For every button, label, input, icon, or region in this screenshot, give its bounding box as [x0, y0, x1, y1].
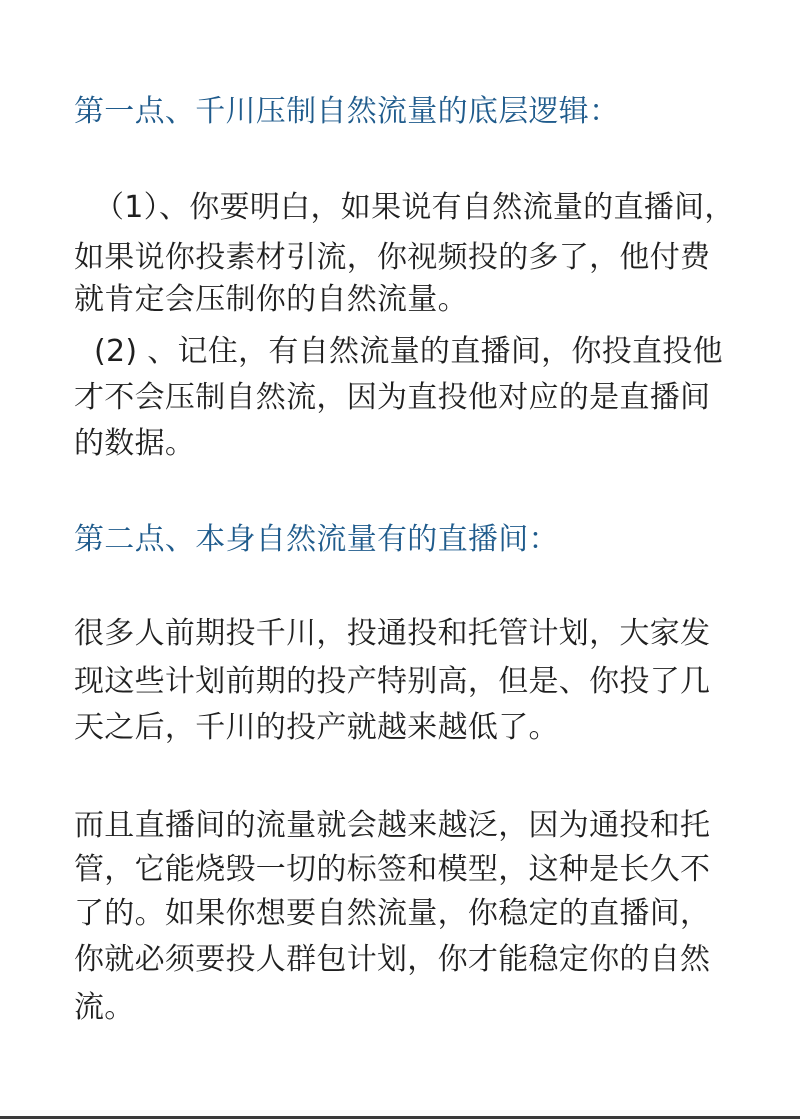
paragraph-2-line-1: 而且直播间的流量就会越来越泛，因为通投和托 — [74, 808, 711, 843]
point-2-line-1: (2) 、记住，有自然流量的直播间，你投直投他 — [94, 334, 723, 369]
paragraph-1-line-2: 现这些计划前期的投产特别高，但是、你投了几 — [74, 664, 711, 699]
section-2-heading: 第二点、本身自然流量有的直播间： — [74, 522, 559, 557]
paragraph-2-line-2: 管，它能烧毁一切的标签和模型，这种是长久不 — [74, 852, 711, 887]
point-1-line-3: 就肯定会压制你的自然流量。 — [74, 282, 468, 317]
paragraph-1-line-1: 很多人前期投千川，投通投和托管计划，大家发 — [74, 616, 711, 651]
paragraph-2-line-5: 流。 — [74, 990, 135, 1025]
paragraph-1-line-3: 天之后，千川的投产就越来越低了。 — [74, 710, 559, 745]
point-2-line-2: 才不会压制自然流，因为直投他对应的是直播间 — [74, 380, 711, 415]
point-1-line-2: 如果说你投素材引流，你视频投的多了，他付费 — [74, 240, 711, 275]
point-2-line-3: 的数据。 — [74, 426, 196, 461]
point-1-line-1: （1）、你要明白，如果说有自然流量的直播间， — [94, 190, 735, 225]
paragraph-2-line-4: 你就必须要投人群包计划，你才能稳定你的自然 — [74, 942, 711, 977]
paragraph-2-line-3: 了的。如果你想要自然流量，你稳定的直播间， — [74, 896, 711, 931]
section-1-heading: 第一点、千川压制自然流量的底层逻辑： — [74, 94, 620, 129]
